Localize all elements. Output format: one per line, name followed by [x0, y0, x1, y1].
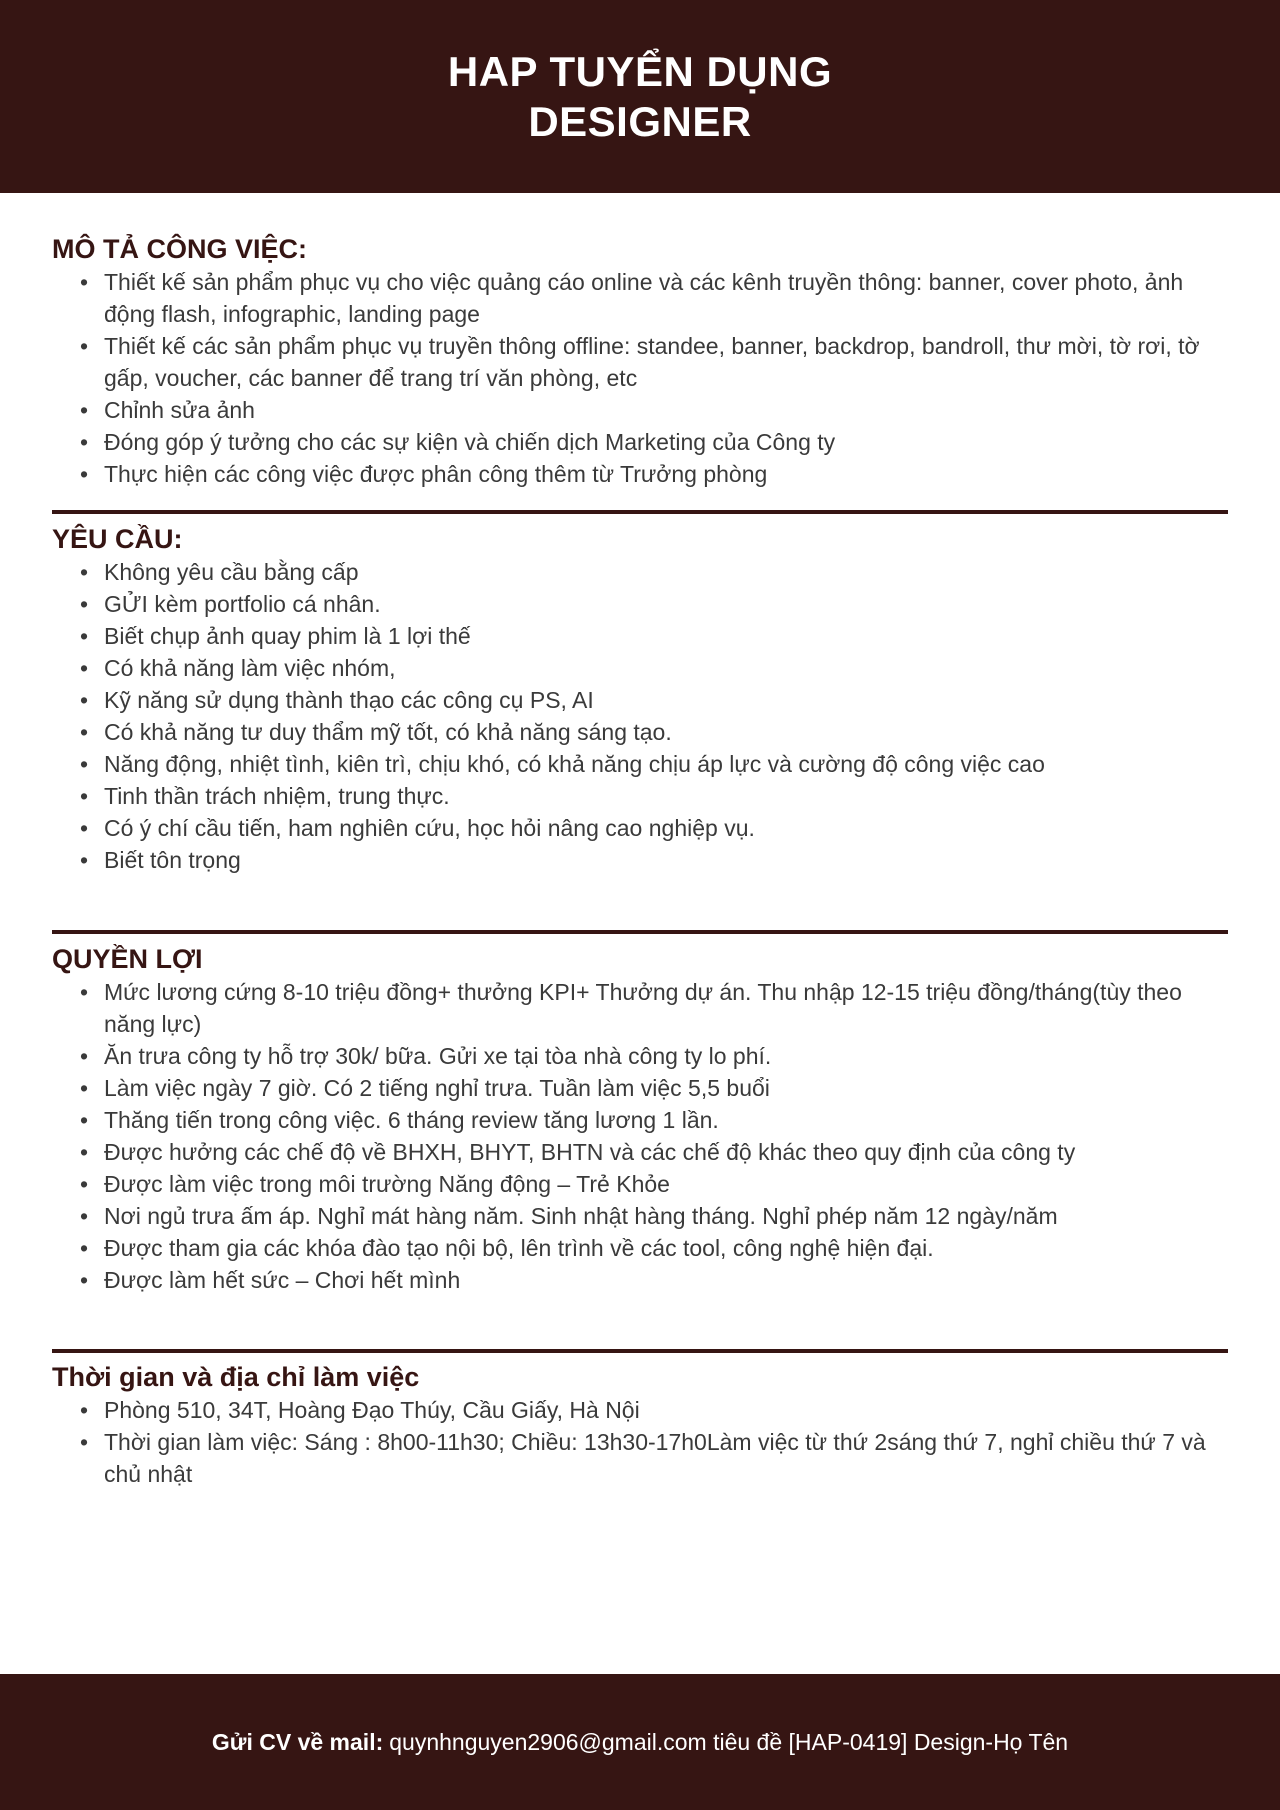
- list-item-text: Biết tôn trọng: [104, 847, 241, 873]
- section-job-description: [52, 232, 1228, 490]
- bullet-icon: [52, 266, 104, 298]
- list-item: [52, 1426, 1228, 1490]
- bullet-glyph: •: [79, 1235, 88, 1261]
- list-item: [52, 652, 1045, 684]
- bullet-icon: [52, 1200, 104, 1232]
- list-item-text: Có khả năng tư duy thẩm mỹ tốt, có khả năng sáng tạo.: [104, 719, 672, 745]
- bullet-list: [52, 976, 1228, 1296]
- list-item-text: Kỹ năng sử dụng thành thạo các công cụ PS, AI: [104, 687, 594, 713]
- list-item: [52, 426, 1228, 458]
- header-title-line1: HAP TUYỂN DỤNG: [447, 47, 833, 95]
- list-item: [52, 780, 1045, 812]
- list-item-text: Có ý chí cầu tiến, ham nghiên cứu, học hỏi nâng cao nghiệp vụ.: [104, 815, 755, 841]
- list-item-text: Mức lương cứng 8-10 triệu đồng+ thưởng KPI+ Thưởng dự án. Thu nhập 12-15 triệu đồng/tháng(tùy theo năng lực): [104, 979, 1182, 1037]
- bullet-icon: [52, 812, 104, 844]
- bullet-list: [52, 1394, 1228, 1490]
- list-item: [52, 394, 1228, 426]
- list-item-text: Ăn trưa công ty hỗ trợ 30k/ bữa. Gửi xe tại tòa nhà công ty lo phí.: [104, 1043, 772, 1069]
- list-item-text: Không yêu cầu bằng cấp: [104, 559, 359, 585]
- bullet-icon: [52, 394, 104, 426]
- bullet-icon: [52, 716, 104, 748]
- bullet-glyph: •: [79, 1267, 88, 1293]
- list-item-text: Được tham gia các khóa đào tạo nội bộ, lên trình về các tool, công nghệ hiện đại.: [104, 1235, 934, 1261]
- bullet-list: [52, 266, 1228, 490]
- footer-banner: [0, 1674, 1280, 1810]
- section-benefits: [52, 942, 1228, 1296]
- list-item: [52, 266, 1228, 330]
- section-requirements: [52, 522, 1045, 876]
- list-item: [52, 556, 1045, 588]
- list-item: [52, 1104, 1228, 1136]
- list-item: [52, 1136, 1228, 1168]
- list-item: [52, 458, 1228, 490]
- section-time-address: [52, 1360, 1228, 1490]
- bullet-glyph: •: [79, 429, 88, 455]
- bullet-glyph: •: [79, 655, 88, 681]
- list-item: [52, 1200, 1228, 1232]
- list-item-text: Được làm việc trong môi trường Năng động – Trẻ Khỏe: [104, 1171, 670, 1197]
- list-item-text: Có khả năng làm việc nhóm,: [104, 655, 396, 681]
- list-item-text: Biết chụp ảnh quay phim là 1 lợi thế: [104, 623, 471, 649]
- section-title: QUYỀN LỢI: [52, 944, 203, 974]
- list-item: [52, 588, 1045, 620]
- bullet-icon: [52, 976, 104, 1008]
- list-item: [52, 1040, 1228, 1072]
- footer-label: Gửi CV về mail:: [211, 1728, 384, 1755]
- list-item: [52, 844, 1045, 876]
- section-title: Thời gian và địa chỉ làm việc: [52, 1362, 420, 1392]
- list-item: [52, 1264, 1228, 1296]
- list-item-text: Được làm hết sức – Chơi hết mình: [104, 1267, 461, 1293]
- list-item-text: Đóng góp ý tưởng cho các sự kiện và chiến dịch Marketing của Công ty: [104, 429, 836, 455]
- list-item: [52, 1394, 1228, 1426]
- list-item: [52, 1168, 1228, 1200]
- bullet-glyph: •: [79, 461, 88, 487]
- bullet-icon: [52, 426, 104, 458]
- bullet-icon: [52, 684, 104, 716]
- bullet-icon: [52, 1040, 104, 1072]
- bullet-icon: [52, 1394, 104, 1426]
- bullet-icon: [52, 556, 104, 588]
- header-title-line2: DESIGNER: [528, 97, 752, 145]
- bullet-icon: [52, 652, 104, 684]
- bullet-icon: [52, 588, 104, 620]
- list-item-text: Năng động, nhiệt tình, kiên trì, chịu khó, có khả năng chịu áp lực và cường độ công việc cao: [104, 751, 1045, 777]
- bullet-icon: [52, 1072, 104, 1104]
- bullet-icon: [52, 1426, 104, 1458]
- bullet-icon: [52, 748, 104, 780]
- list-item: [52, 748, 1045, 780]
- list-item-text: Thiết kế sản phẩm phục vụ cho việc quảng cáo online và các kênh truyền thông: banner, cover photo, ảnh động flash, infographic, landing page: [104, 269, 1184, 327]
- bullet-glyph: •: [79, 783, 88, 809]
- bullet-glyph: •: [79, 333, 88, 359]
- section-title: YÊU CẦU:: [52, 524, 183, 554]
- bullet-glyph: •: [79, 1171, 88, 1197]
- list-item-text: Phòng 510, 34T, Hoàng Đạo Thúy, Cầu Giấy, Hà Nội: [104, 1397, 640, 1423]
- bullet-glyph: •: [79, 559, 88, 585]
- list-item: [52, 812, 1045, 844]
- list-item-text: Thiết kế các sản phẩm phục vụ truyền thông offline: standee, banner, backdrop, bandroll, thư mời, tờ rơi, tờ gấp, voucher, các banner để trang trí văn phòng, etc: [104, 333, 1200, 391]
- bullet-glyph: •: [79, 847, 88, 873]
- list-item-text: Tinh thần trách nhiệm, trung thực.: [104, 783, 450, 809]
- bullet-glyph: •: [79, 1139, 88, 1165]
- bullet-glyph: •: [79, 1203, 88, 1229]
- bullet-icon: [52, 780, 104, 812]
- section-divider: [52, 1349, 1228, 1353]
- list-item-text: Được hưởng các chế độ về BHXH, BHYT, BHTN và các chế độ khác theo quy định của công ty: [104, 1139, 1076, 1165]
- list-item-text: Làm việc ngày 7 giờ. Có 2 tiếng nghỉ trưa. Tuần làm việc 5,5 buổi: [104, 1075, 770, 1101]
- bullet-icon: [52, 844, 104, 876]
- section-divider: [52, 930, 1228, 934]
- list-item-text: Thăng tiến trong công việc. 6 tháng review tăng lương 1 lần.: [104, 1107, 719, 1133]
- bullet-glyph: •: [79, 687, 88, 713]
- list-item: [52, 716, 1045, 748]
- bullet-icon: [52, 1232, 104, 1264]
- bullet-glyph: •: [79, 719, 88, 745]
- list-item: [52, 684, 1045, 716]
- bullet-glyph: •: [79, 397, 88, 423]
- bullet-icon: [52, 1168, 104, 1200]
- bullet-glyph: •: [79, 815, 88, 841]
- bullet-glyph: •: [79, 1107, 88, 1133]
- bullet-glyph: •: [79, 1429, 88, 1455]
- list-item: [52, 976, 1228, 1040]
- list-item-text: Thực hiện các công việc được phân công thêm từ Trưởng phòng: [104, 461, 768, 487]
- bullet-icon: [52, 330, 104, 362]
- bullet-glyph: •: [79, 751, 88, 777]
- bullet-icon: [52, 1264, 104, 1296]
- footer-contact-text: quynhnguyen2906@gmail.com tiêu đề [HAP-0419] Design-Họ Tên: [389, 1728, 1069, 1755]
- bullet-glyph: •: [79, 1043, 88, 1069]
- bullet-glyph: •: [79, 979, 88, 1005]
- bullet-glyph: •: [79, 269, 88, 295]
- bullet-icon: [52, 1104, 104, 1136]
- section-divider: [52, 510, 1228, 514]
- list-item: [52, 1072, 1228, 1104]
- bullet-list: [52, 556, 1045, 876]
- list-item-text: Nơi ngủ trưa ấm áp. Nghỉ mát hàng năm. Sinh nhật hàng tháng. Nghỉ phép năm 12 ngày/năm: [104, 1203, 1058, 1229]
- list-item-text: Chỉnh sửa ảnh: [104, 397, 255, 423]
- bullet-glyph: •: [79, 591, 88, 617]
- bullet-icon: [52, 620, 104, 652]
- bullet-icon: [52, 1136, 104, 1168]
- bullet-icon: [52, 458, 104, 490]
- bullet-glyph: •: [79, 1075, 88, 1101]
- list-item: [52, 330, 1228, 394]
- section-title: MÔ TẢ CÔNG VIỆC:: [52, 234, 307, 264]
- bullet-glyph: •: [79, 1397, 88, 1423]
- list-item-text: GỬI kèm portfolio cá nhân.: [104, 591, 381, 617]
- list-item: [52, 620, 1045, 652]
- header-banner: [0, 0, 1280, 193]
- list-item-text: Thời gian làm việc: Sáng : 8h00-11h30; Chiều: 13h30-17h0Làm việc từ thứ 2sáng thứ 7, nghỉ chiều thứ 7 và chủ nhật: [104, 1429, 1206, 1487]
- list-item: [52, 1232, 1228, 1264]
- bullet-glyph: •: [79, 623, 88, 649]
